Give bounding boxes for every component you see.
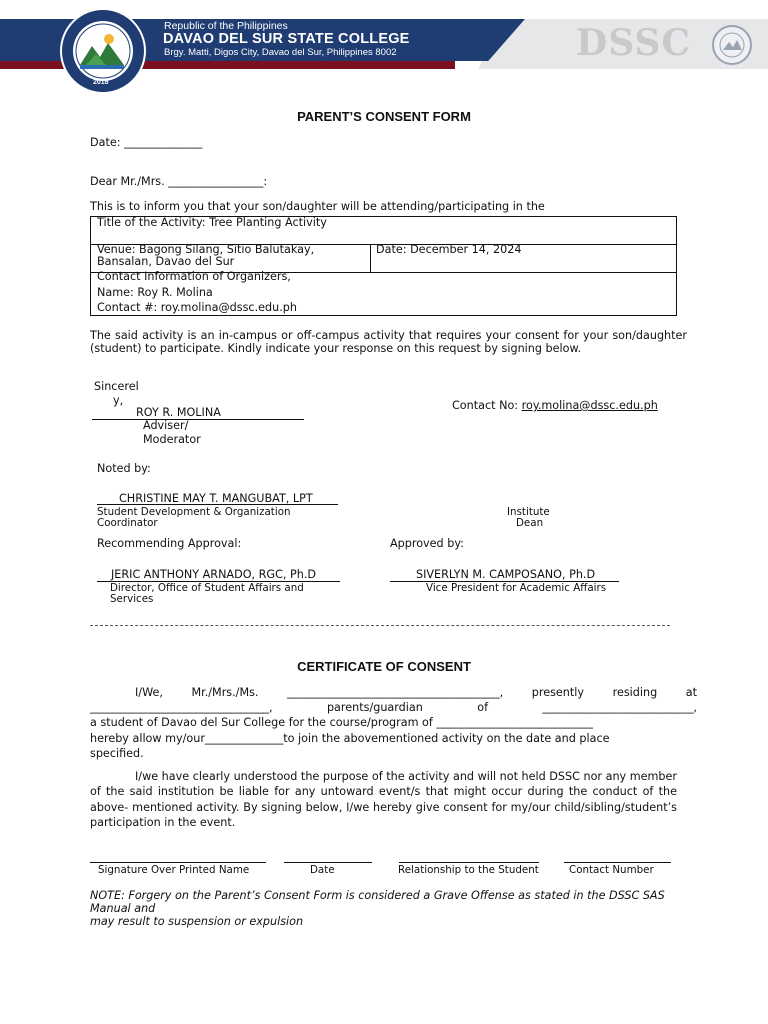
approved-label: Approved by: [390, 537, 464, 550]
activity-venue-line1: Venue: Bagong Silang, Sitio Balutakay, [97, 243, 315, 256]
contact-no [452, 399, 658, 412]
sig-label-relationship: Relationship to the Student [398, 864, 539, 876]
dssc-small-seal-icon [712, 25, 752, 65]
activity-title: Title of the Activity: Tree Planting Activity [97, 216, 327, 229]
note-line-2: Manual and [90, 902, 156, 915]
cert-line-1: I/We, Mr./Mrs./Ms. ______________________________________, presently residing at [135, 686, 697, 699]
dean-title-1: Institute [507, 506, 550, 518]
contact-no-label: Contact No: [452, 399, 522, 412]
cert-line-2: ________________________________, parents/guardian of ___________________________, [90, 701, 697, 714]
rec-name: JERIC ANTHONY ARNADO, RGC, Ph.D [111, 568, 316, 581]
sig-line-contact [564, 862, 671, 863]
consent-paragraph: The said activity is an in-campus or off-campus activity that requires your consent for your son/daughter (student) to participate. Kindly indicate your response on this request by signing below. [90, 329, 687, 355]
sig-label-date: Date [310, 864, 335, 876]
sig-label-name: Signature Over Printed Name [98, 864, 250, 876]
seal-year: 2018 [93, 79, 109, 86]
note-line-3: may result to suspension or expulsion [90, 915, 304, 928]
cert-understanding-paragraph: I/we have clearly understood the purpose of the activity and will not held DSSC nor any member of the said institution be liable for any untoward event/s that might occur during the conduct of the above- mentioned activity. By signing below, I/we hereby give consent for my/our child/sibling/student’s participation in the event. [90, 770, 677, 829]
date-line: Date: ______________ [90, 136, 203, 149]
adviser-name: ROY R. MOLINA [136, 406, 221, 419]
adviser-title-2: Moderator [143, 433, 201, 446]
republic-text: Republic of the Philippines [164, 20, 288, 32]
note-line-1: NOTE: Forgery on the Parent’s Consent Form is considered a Grave Offense as stated in the DSSC SAS [90, 889, 665, 902]
organizer-name: Name: Roy R. Molina [97, 286, 213, 299]
noted-by-label: Noted by: [97, 462, 151, 475]
contact-no-link[interactable]: roy.molina@dssc.edu.ph [521, 399, 658, 412]
sincerely-2: y, [113, 394, 124, 407]
sig-line-relationship [399, 862, 539, 863]
sig-line-name [90, 862, 266, 863]
rec-title-1: Director, Office of Student Affairs and [110, 582, 304, 594]
cert-line-3: a student of Davao del Sur College for the course/program of ____________________________ [90, 716, 594, 729]
noted-title-1: Student Development & Organization [97, 506, 291, 518]
app-name: SIVERLYN M. CAMPOSANO, Ph.D [416, 568, 596, 581]
intro-text: This is to inform you that your son/daughter will be attending/participating in the [90, 200, 545, 213]
organizer-contact-info: Contact Information of Organizers, [97, 270, 291, 283]
noted-title-2: Coordinator [97, 517, 158, 529]
cut-line-divider [90, 625, 670, 626]
adviser-title-1: Adviser/ [143, 419, 189, 432]
cert-line-5: specified. [90, 747, 144, 760]
college-address: Brgy. Matti, Digos City, Davao del Sur, Philippines 8002 [164, 47, 397, 58]
certificate-title: CERTIFICATE OF CONSENT [297, 659, 471, 674]
cert-line-4: hereby allow my/our______________to join the abovementioned activity on the date and place [90, 732, 610, 745]
activity-venue-line2: Bansalan, Davao del Sur [97, 255, 235, 268]
sig-label-contact: Contact Number [569, 864, 654, 876]
recommending-label: Recommending Approval: [97, 537, 242, 550]
dssc-logo-text: DSSC [576, 22, 692, 64]
adviser-signature-line [92, 419, 304, 420]
sincerely-1: Sincerel [94, 380, 139, 393]
dean-title-2: Dean [516, 517, 544, 529]
activity-date: Date: December 14, 2024 [376, 243, 522, 256]
app-title: Vice President for Academic Affairs [426, 582, 607, 594]
organizer-contact: Contact #: roy.molina@dssc.edu.ph [97, 301, 297, 314]
college-name: DAVAO DEL SUR STATE COLLEGE [163, 31, 410, 47]
noted-name: CHRISTINE MAY T. MANGUBAT, LPT [119, 492, 313, 505]
rec-title-2: Services [110, 593, 154, 605]
sig-line-date [284, 862, 372, 863]
dear-line: Dear Mr./Mrs. _________________: [90, 175, 268, 188]
form-title: PARENT’S CONSENT FORM [297, 109, 471, 124]
